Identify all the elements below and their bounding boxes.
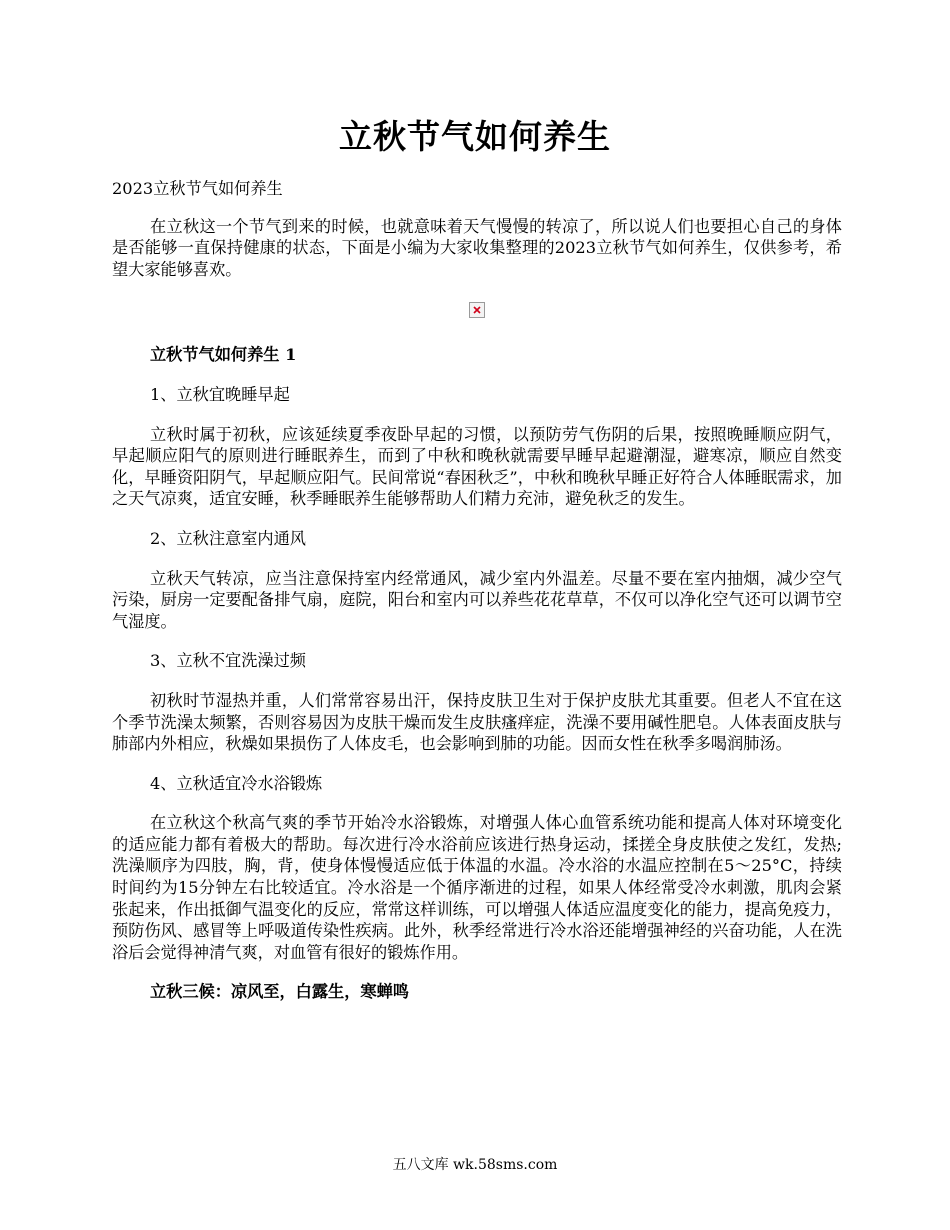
item-body-4: 在立秋这个秋高气爽的季节开始冷水浴锻炼，对增强人体心血管系统功能和提高人体对环境变化的适应能力都有着极大的帮助。每次进行冷水浴前应该进行热身运动，揉搓全身皮肤使之发红，发热;洗澡顺序为四肢，胸，背，使身体慢慢适应低于体温的水温。冷水浴的水温应控制在5～25°C，持续时间约为15分钟左右比较适宜。冷水浴是一个循序渐进的过程，如果人体经常受冷水刺激，肌肉会紧张起来，作出抵御气温变化的反应，常常这样训练，可以增强人体适应温度变化的能力，提高免疫力，预防伤风、感冒等上呼吸道传染性疾病。此外，秋季经常进行冷水浴还能增强神经的兴奋功能，人在洗浴后会觉得神清气爽，对血管有很好的锻炼作用。 xyxy=(112,813,842,962)
section-heading: 立秋节气如何养生 1 xyxy=(150,345,297,365)
closing-heading: 立秋三候：凉风至，白露生，寒蝉鸣 xyxy=(150,982,409,1002)
item-body-3: 初秋时节湿热并重，人们常常容易出汗，保持皮肤卫生对于保护皮肤尤其重要。但老人不宜在这个季节洗澡太频繁，否则容易因为皮肤干燥而发生皮肤瘙痒症，洗澡不要用碱性肥皂。人体表面皮肤与肺部内外相应，秋燥如果损伤了人体皮毛，也会影响到肺的功能。因而女性在秋季多喝润肺汤。 xyxy=(112,690,842,754)
item-heading-2: 2、立秋注意室内通风 xyxy=(150,528,306,548)
document-subtitle: 2023立秋节气如何养生 xyxy=(112,179,283,198)
item-body-2: 立秋天气转凉，应当注意保持室内经常通风，减少室内外温差。尽量不要在室内抽烟，减少空气污染，厨房一定要配备排气扇，庭院，阳台和室内可以养些花花草草，不仅可以净化空气还可以调节空气湿度。 xyxy=(112,568,842,631)
item-heading-3: 3、立秋不宜洗澡过频 xyxy=(150,651,306,671)
item-heading-1: 1、立秋宜晚睡早起 xyxy=(150,384,290,404)
page-title: 立秋节气如何养生 xyxy=(339,117,611,156)
broken-image-icon xyxy=(469,302,485,318)
item-heading-4: 4、立秋适宜冷水浴锻炼 xyxy=(150,773,323,793)
document-body xyxy=(112,178,842,1021)
intro-paragraph: 在立秋这一个节气到来的时候，也就意味着天气慢慢的转凉了，所以说人们也要担心自己的身体是否能够一直保持健康的状态，下面是小编为大家收集整理的2023立秋节气如何养生，仅供参考，希望大家能够喜欢。 xyxy=(112,216,842,279)
footer-watermark: 五八文库 wk.58sms.com xyxy=(392,1157,558,1173)
image-placeholder xyxy=(112,298,842,322)
item-body-1: 立秋时属于初秋，应该延续夏季夜卧早起的习惯，以预防劳气伤阴的后果，按照晚睡顺应阴气，早起顺应阳气的原则进行睡眠养生，而到了中秋和晚秋就需要早睡早起避潮湿，避寒凉，顺应自然变化，早睡资阳阴气，早起顺应阳气。民间常说“春困秋乏”，中秋和晚秋早睡正好符合人体睡眠需求，加之天气凉爽，适宜安睡，秋季睡眠养生能够帮助人们精力充沛，避免秋乏的发生。 xyxy=(112,424,842,509)
